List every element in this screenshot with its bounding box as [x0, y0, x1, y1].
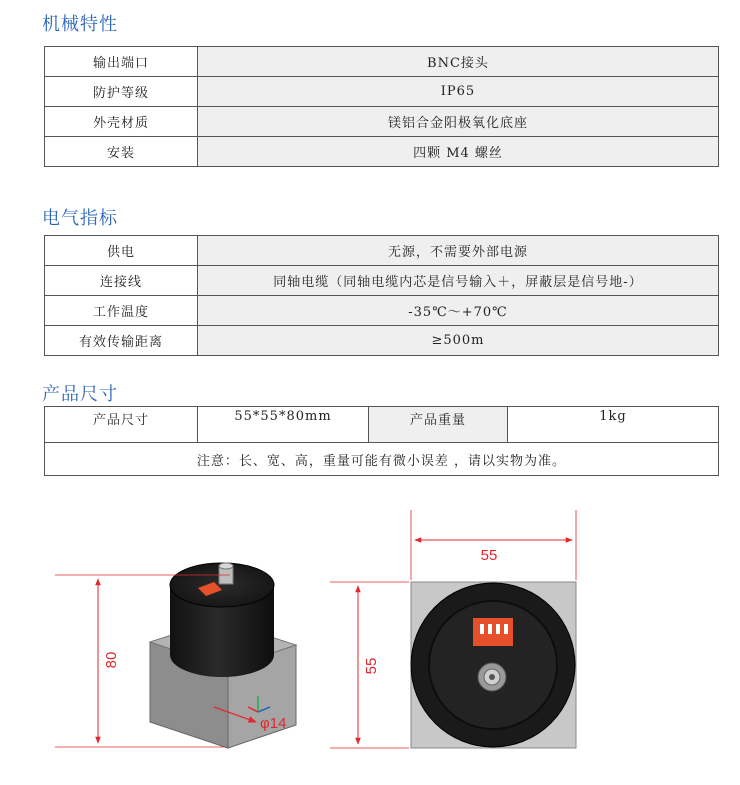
spec-value: IP65: [198, 77, 719, 107]
spec-label: 工作温度: [45, 296, 198, 326]
size-note: 注意：长、宽、高，重量可能有微小误差 ，请以实物为准。: [45, 443, 719, 476]
spec-value: BNC接头: [198, 47, 719, 77]
size-value: 55*55*80mm: [198, 407, 369, 443]
table-row: [45, 443, 719, 476]
size-label: 产品尺寸: [45, 407, 198, 443]
spec-label: 供电: [45, 236, 198, 266]
spec-label: 外壳材质: [45, 107, 198, 137]
depth-dim-label: 55: [363, 657, 380, 675]
section-title-mechanical: 机械特性: [42, 14, 118, 35]
isometric-view: [55, 563, 296, 748]
electrical-spec-table: [44, 235, 719, 356]
spec-label: 防护等级: [45, 77, 198, 107]
spec-label: 有效传输距离: [45, 326, 198, 356]
spec-value: ≥500m: [198, 326, 719, 356]
product-drawing: [0, 490, 740, 785]
spec-label: 输出端口: [45, 47, 198, 77]
table-row: [45, 47, 719, 77]
spec-value: 镁铝合金阳极氧化底座: [198, 107, 719, 137]
spec-value: 无源，不需要外部电源: [198, 236, 719, 266]
spec-value: 同轴电缆（同轴电缆内芯是信号输入＋，屏蔽层是信号地-）: [198, 266, 719, 296]
weight-value: 1kg: [508, 407, 719, 443]
spec-label: 连接线: [45, 266, 198, 296]
table-row: [45, 407, 719, 443]
table-row: [45, 296, 719, 326]
weight-label: 产品重量: [369, 407, 508, 443]
table-row: [45, 77, 719, 107]
size-spec-table: [44, 406, 719, 476]
connector-dim-label: φ14: [260, 715, 287, 732]
spec-value: 四颗 M4 螺丝: [198, 137, 719, 167]
mechanical-spec-table: [44, 46, 719, 167]
top-view: [330, 510, 576, 748]
table-row: [45, 107, 719, 137]
spec-value: -35℃～+70℃: [198, 296, 719, 326]
width-dim-label: 55: [480, 547, 498, 564]
table-row: [45, 326, 719, 356]
section-title-size: 产品尺寸: [42, 384, 118, 405]
table-row: [45, 266, 719, 296]
table-row: [45, 137, 719, 167]
table-row: [45, 236, 719, 266]
height-dim-label: 80: [103, 651, 120, 669]
spec-label: 安装: [45, 137, 198, 167]
section-title-electrical: 电气指标: [42, 208, 118, 229]
